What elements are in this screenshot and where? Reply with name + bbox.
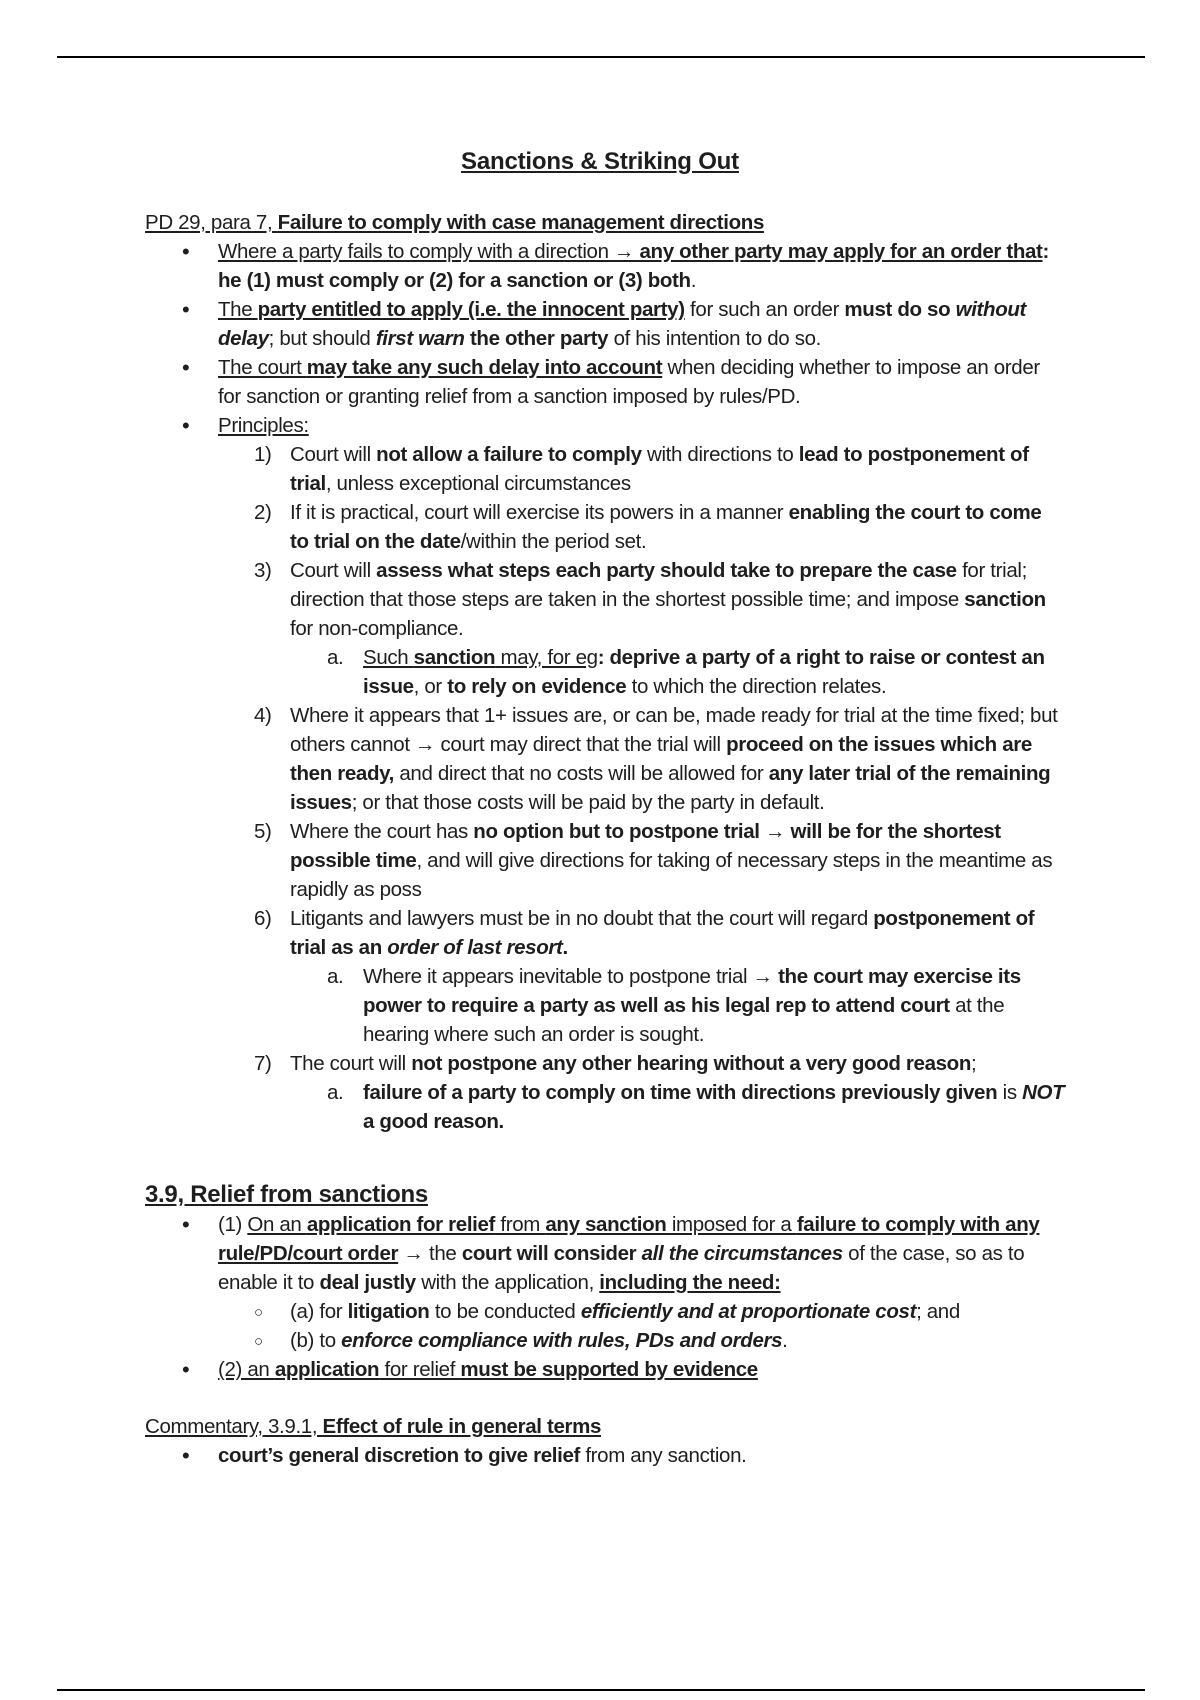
text-run: , or — [413, 675, 448, 698]
text-run: not allow a failure to comply — [376, 443, 642, 466]
text-run: Where a party fails to comply with a direction → — [218, 240, 640, 263]
text-run: at the hearing where such an order is sought. — [363, 994, 1005, 1046]
text-run: order of last resort — [387, 936, 563, 959]
spacer — [145, 1136, 1065, 1180]
text-run: (a) for — [290, 1300, 348, 1323]
text-run: NOT — [1022, 1081, 1065, 1104]
text-run: without delay — [218, 298, 1027, 350]
text-run: Court will — [290, 443, 377, 466]
text-run: all the circumstances — [641, 1242, 843, 1265]
principle-item — [145, 904, 1065, 962]
text-run: The court — [218, 356, 307, 379]
list-marker: 1) — [254, 443, 272, 466]
text-run: must be supported by evidence — [460, 1358, 758, 1381]
relief-bullet-list — [145, 1210, 1065, 1297]
text-run: ; — [971, 1052, 977, 1075]
text-run: ; and — [916, 1300, 960, 1323]
sub-item — [145, 1297, 1065, 1326]
pd29-bullet-list — [145, 237, 1065, 440]
text-run: and direct that no costs will be allowed for — [394, 762, 769, 785]
text-run: enabling the court to come to trial on the date — [290, 501, 1042, 553]
text-run: The — [218, 298, 258, 321]
text-run: failure to comply with any rule/PD/court order — [218, 1213, 1040, 1265]
document-body — [145, 208, 1065, 1470]
list-marker: 7) — [254, 1052, 272, 1075]
text-run: proceed on the issues which are then ready, — [290, 733, 1032, 785]
list-item — [145, 1441, 1065, 1470]
section-heading-commentary — [145, 1412, 1065, 1441]
text-run: for non-compliance. — [290, 617, 464, 640]
list-item — [145, 295, 1065, 353]
list-marker: 6) — [254, 907, 272, 930]
heading-bold: Effect of rule in general terms — [322, 1415, 602, 1438]
text-run: is — [997, 1081, 1023, 1104]
text-run: may, for eg — [495, 646, 598, 669]
sub-item — [145, 643, 1065, 701]
principles-list-continued — [145, 701, 1065, 962]
text-run: , unless exceptional circumstances — [325, 472, 631, 495]
principle-6-sublist — [145, 962, 1065, 1049]
text-run: application for relief — [306, 1213, 496, 1236]
text-run: of the case, so as to enable it to — [218, 1242, 1025, 1294]
text-run: party entitled to apply (i.e. the innocent party) — [257, 298, 685, 321]
text-run: sanction — [964, 588, 1046, 611]
text-run: sanction — [413, 646, 496, 669]
text-run: with directions to — [641, 443, 799, 466]
text-run: On an — [247, 1213, 307, 1236]
text-run: the court may exercise its power to require a party as well as his legal rep to attend court — [363, 965, 1021, 1017]
heading-ref: Commentary, 3.9.1, — [145, 1415, 323, 1438]
text-run: application — [274, 1358, 380, 1381]
relief-bullet-list-2 — [145, 1355, 1065, 1384]
text-run: enforce compliance with rules, PDs and orders — [341, 1329, 783, 1352]
list-marker: a. — [327, 646, 344, 669]
text-run: including the need: — [599, 1271, 781, 1294]
principles-list-final — [145, 1049, 1065, 1078]
list-marker: 2) — [254, 501, 272, 524]
text-run: court’s general discretion to give relief — [218, 1444, 580, 1467]
text-run: of his intention to do so. — [608, 327, 821, 350]
text-run: failure of a party to comply on time with directions previously given — [363, 1081, 998, 1104]
list-marker: 5) — [254, 820, 272, 843]
text-run: imposed for a — [666, 1213, 797, 1236]
text-run: from any sanction. — [579, 1444, 747, 1467]
text-run: (2) an — [218, 1358, 275, 1381]
commentary-bullet-list — [145, 1441, 1065, 1470]
list-item — [145, 411, 1065, 440]
text-run: court will consider — [461, 1242, 642, 1265]
text-run: ; or that those costs will be paid by the party in default. — [351, 791, 825, 814]
principle-item — [145, 1049, 1065, 1078]
text-run: . — [690, 269, 697, 292]
list-item — [145, 1210, 1065, 1297]
text-run: the other party — [464, 327, 609, 350]
section-heading-pd29 — [145, 208, 1065, 237]
text-run: → the — [398, 1242, 462, 1265]
principle-3-sublist — [145, 643, 1065, 701]
text-run: for trial; direction that those steps are taken in the shortest possible time; and impose — [290, 559, 1027, 611]
text-run: Where it appears inevitable to postpone trial → — [363, 965, 779, 988]
text-run: . — [562, 936, 568, 959]
page-top-rule — [57, 56, 1145, 58]
document-title: Sanctions & Striking Out — [461, 148, 739, 175]
list-item — [145, 237, 1065, 295]
text-run: any sanction — [545, 1213, 667, 1236]
text-run: efficiently and at proportionate cost — [580, 1300, 917, 1323]
text-run: with the application, — [415, 1271, 600, 1294]
heading-bold: Failure to comply with case management directions — [277, 211, 765, 234]
spacer — [145, 1384, 1065, 1412]
text-run: deal justly — [319, 1271, 416, 1294]
heading-text: 3.9, Relief from sanctions — [145, 1181, 428, 1208]
text-run: The court will — [290, 1052, 412, 1075]
relief-sub-list — [145, 1297, 1065, 1355]
text-run: for relief — [379, 1358, 461, 1381]
text-run: to be conducted — [429, 1300, 581, 1323]
principle-item — [145, 498, 1065, 556]
principles-label: Principles: — [218, 414, 309, 437]
text-run: assess what steps each party should take to prepare the case — [376, 559, 957, 582]
text-run: : he (1) must comply or (2) for a sanction or (3) both — [218, 240, 1050, 292]
sub-item — [145, 1326, 1065, 1355]
list-marker: 4) — [254, 704, 272, 727]
text-run: . — [782, 1329, 788, 1352]
text-run: any other party may apply for an order that — [639, 240, 1043, 263]
text-run: (b) to — [290, 1329, 342, 1352]
text-run: any later trial of the remaining issues — [290, 762, 1051, 814]
text-run: /within the period set. — [460, 530, 647, 553]
list-marker: 3) — [254, 559, 272, 582]
text-run: , and will give directions for taking of necessary steps in the meantime as rapidly as poss — [290, 849, 1053, 901]
text-run: ; but should — [268, 327, 376, 350]
text-run: (1) — [218, 1213, 248, 1236]
text-run: when deciding whether to impose an order for sanction or granting relief from a sanction imposed by rules/PD. — [218, 356, 1040, 408]
text-run: must do so — [844, 298, 956, 321]
principle-item — [145, 556, 1065, 643]
principle-item — [145, 440, 1065, 498]
heading-ref: PD 29, para 7, — [145, 211, 278, 234]
list-marker: a. — [327, 1081, 344, 1104]
text-run: to rely on evidence — [447, 675, 627, 698]
text-run: Such — [363, 646, 414, 669]
sub-item — [145, 1078, 1065, 1136]
text-run: If it is practical, court will exercise its powers in a manner — [290, 501, 789, 524]
text-run: Court will — [290, 559, 377, 582]
text-run: litigation — [347, 1300, 430, 1323]
list-item — [145, 353, 1065, 411]
text-run: not postpone any other hearing without a very good reason — [411, 1052, 972, 1075]
text-run: for such an order — [684, 298, 845, 321]
text-run: postponement of trial as an — [290, 907, 1035, 959]
text-run: a good reason. — [363, 1110, 504, 1133]
text-run: first warn — [375, 327, 465, 350]
text-run: lead to postponement of trial — [290, 443, 1029, 495]
principle-item — [145, 701, 1065, 817]
sub-item — [145, 962, 1065, 1049]
list-item — [145, 1355, 1065, 1384]
text-run: from — [495, 1213, 546, 1236]
text-run: Where it appears that 1+ issues are, or can be, made ready for trial at the time fixed; but others cannot → court may direct that the trial will — [290, 704, 1058, 756]
text-run: Litigants and lawyers must be in no doubt that the court will regard — [290, 907, 874, 930]
section-heading-relief — [145, 1180, 1065, 1210]
principle-7-sublist — [145, 1078, 1065, 1136]
text-run: Where the court has — [290, 820, 474, 843]
text-run: to which the direction relates. — [626, 675, 887, 698]
text-run: may take any such delay into account — [306, 356, 663, 379]
principle-item — [145, 817, 1065, 904]
page-bottom-rule — [57, 1689, 1145, 1691]
text-run: : deprive a party of a right to raise or contest an issue — [363, 646, 1045, 698]
principles-list — [145, 440, 1065, 643]
list-marker: a. — [327, 965, 344, 988]
text-run: no option but to postpone trial → will be for the shortest possible time — [290, 820, 1001, 872]
